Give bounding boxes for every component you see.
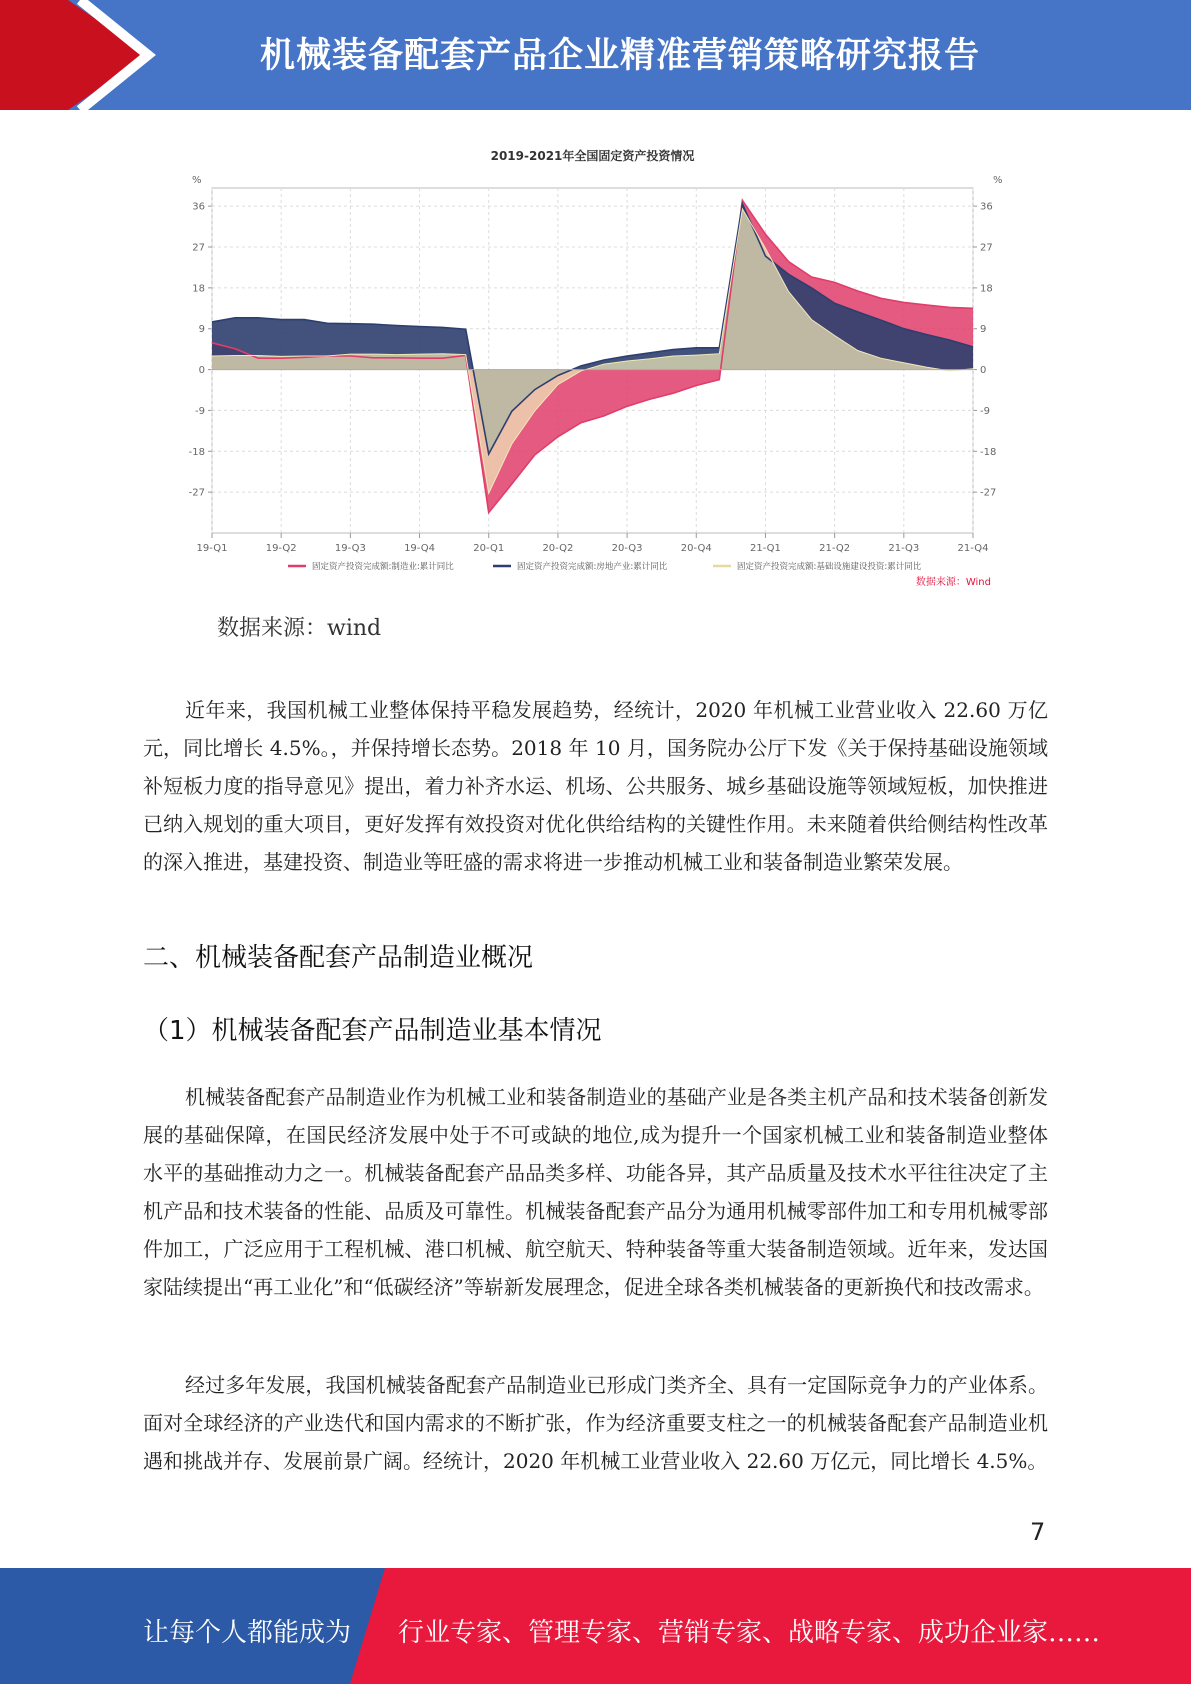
- x-tick-label: 19-Q4: [404, 543, 436, 554]
- y-tick-label-right: 9: [980, 324, 987, 336]
- y-tick-label-left: 36: [192, 201, 205, 213]
- investment-chart: [175, 145, 1075, 595]
- section-heading: 二、机械装备配套产品制造业概况: [143, 943, 534, 973]
- y-tick-label-right: 27: [980, 242, 993, 254]
- y-tick-label-right: 36: [980, 201, 993, 213]
- paragraph-2: 机械装备配套产品制造业作为机械工业和装备制造业的基础产业是各类主机产品和技术装备创新发展的基础保障，在国民经济发展中处于不可或缺的地位,成为提升一个国家机械工业和装备制造业整体水平的基础推动力之一。机械装备配套产品品类多样、功能各异，其产品质量及技术水平往往决定了主机产品和技术装备的性能、品质及可靠性。机械装备配套产品分为通用机械零部件加工和专用机械零部件加工，广泛应用于工程机械、港口机械、航空航天、特种装备等重大装备制造领域。近年来，发达国家陆续提出“再工业化”和“低碳经济”等崭新发展理念，促进全球各类机械装备的更新换代和技改需求。: [143, 1085, 1048, 1299]
- x-tick-label: 21-Q3: [888, 543, 920, 554]
- y-tick-label-right: -9: [980, 405, 990, 417]
- y-tick-label-left: -18: [188, 446, 205, 458]
- legend-label-infrastructure: 固定资产投资完成额:基础设施建设投资:累计同比: [737, 562, 922, 572]
- x-tick-label: 19-Q2: [265, 543, 297, 554]
- page-header: [0, 0, 1191, 110]
- y-tick-label-left: 27: [192, 242, 205, 254]
- legend-label-manufacturing: 固定资产投资完成额:制造业:累计同比: [312, 562, 454, 572]
- y-tick-label-left: -9: [195, 405, 205, 417]
- x-tick-label: 19-Q1: [196, 543, 228, 554]
- y-tick-label-left: 0: [198, 365, 205, 377]
- y-tick-label-right: 0: [980, 365, 987, 377]
- x-tick-label: 21-Q4: [957, 543, 989, 554]
- investment-chart-svg: [175, 145, 1075, 595]
- subsection-heading: （1）机械装备配套产品制造业基本情况: [143, 1016, 602, 1046]
- y-tick-label-left: 9: [198, 324, 205, 336]
- paragraph-3: 经过多年发展，我国机械装备配套产品制造业已形成门类齐全、具有一定国际竞争力的产业体系。面对全球经济的产业迭代和国内需求的不断扩张，作为经济重要支柱之一的机械装备配套产品制造业机遇和挑战并存、发展前景广阔。经统计，2020 年机械工业营业收入 22.60 万亿元，同比增长 4.5%。: [143, 1373, 1048, 1473]
- y-tick-label-left: -27: [188, 487, 205, 499]
- x-tick-label: 21-Q2: [819, 543, 851, 554]
- y-tick-label-left: 18: [192, 283, 205, 295]
- x-tick-label: 21-Q1: [749, 543, 781, 554]
- page-number: 7: [1030, 1518, 1046, 1546]
- chart-title: 2019-2021年全国固定资产投资情况: [490, 149, 695, 163]
- figure-source: 数据来源：wind: [217, 616, 382, 641]
- x-tick-label: 20-Q1: [473, 543, 505, 554]
- x-tick-label: 19-Q3: [334, 543, 366, 554]
- y-tick-label-right: 18: [980, 283, 993, 295]
- y-tick-label-right: -27: [980, 487, 997, 499]
- y-tick-label-right: -18: [980, 446, 997, 458]
- y-unit-left: %: [192, 175, 202, 186]
- x-tick-label: 20-Q3: [611, 543, 643, 554]
- legend-label-real-estate: 固定资产投资完成额:房地产业:累计同比: [517, 562, 668, 572]
- footer-slogan: 让每个人都能成为: [143, 1618, 352, 1648]
- x-tick-label: 20-Q4: [680, 543, 712, 554]
- chart-source-note: 数据来源：Wind: [915, 577, 991, 588]
- page-footer: [0, 1568, 1191, 1684]
- report-title: 机械装备配套产品企业精准营销策略研究报告: [259, 36, 980, 76]
- y-unit-right: %: [993, 175, 1003, 186]
- paragraph-1: 近年来，我国机械工业整体保持平稳发展趋势，经统计，2020 年机械工业营业收入 22.60 万亿元，同比增长 4.5%。，并保持增长态势。2018 年 10 月，国务院办公厅下发《关于保持基础设施领域补短板力度的指导意见》提出，着力补齐水运、机场、公共服务、城乡基础设施等领域短板，加快推进已纳入规划的重大项目，更好发挥有效投资对优化供给结构的关键性作用。未来随着供给侧结构性改革的深入推进，基建投资、制造业等旺盛的需求将进一步推动机械工业和装备制造业繁荣发展。: [143, 698, 1048, 874]
- x-tick-label: 20-Q2: [542, 543, 574, 554]
- footer-roles: 行业专家、管理专家、营销专家、战略专家、成功企业家……: [398, 1618, 1101, 1648]
